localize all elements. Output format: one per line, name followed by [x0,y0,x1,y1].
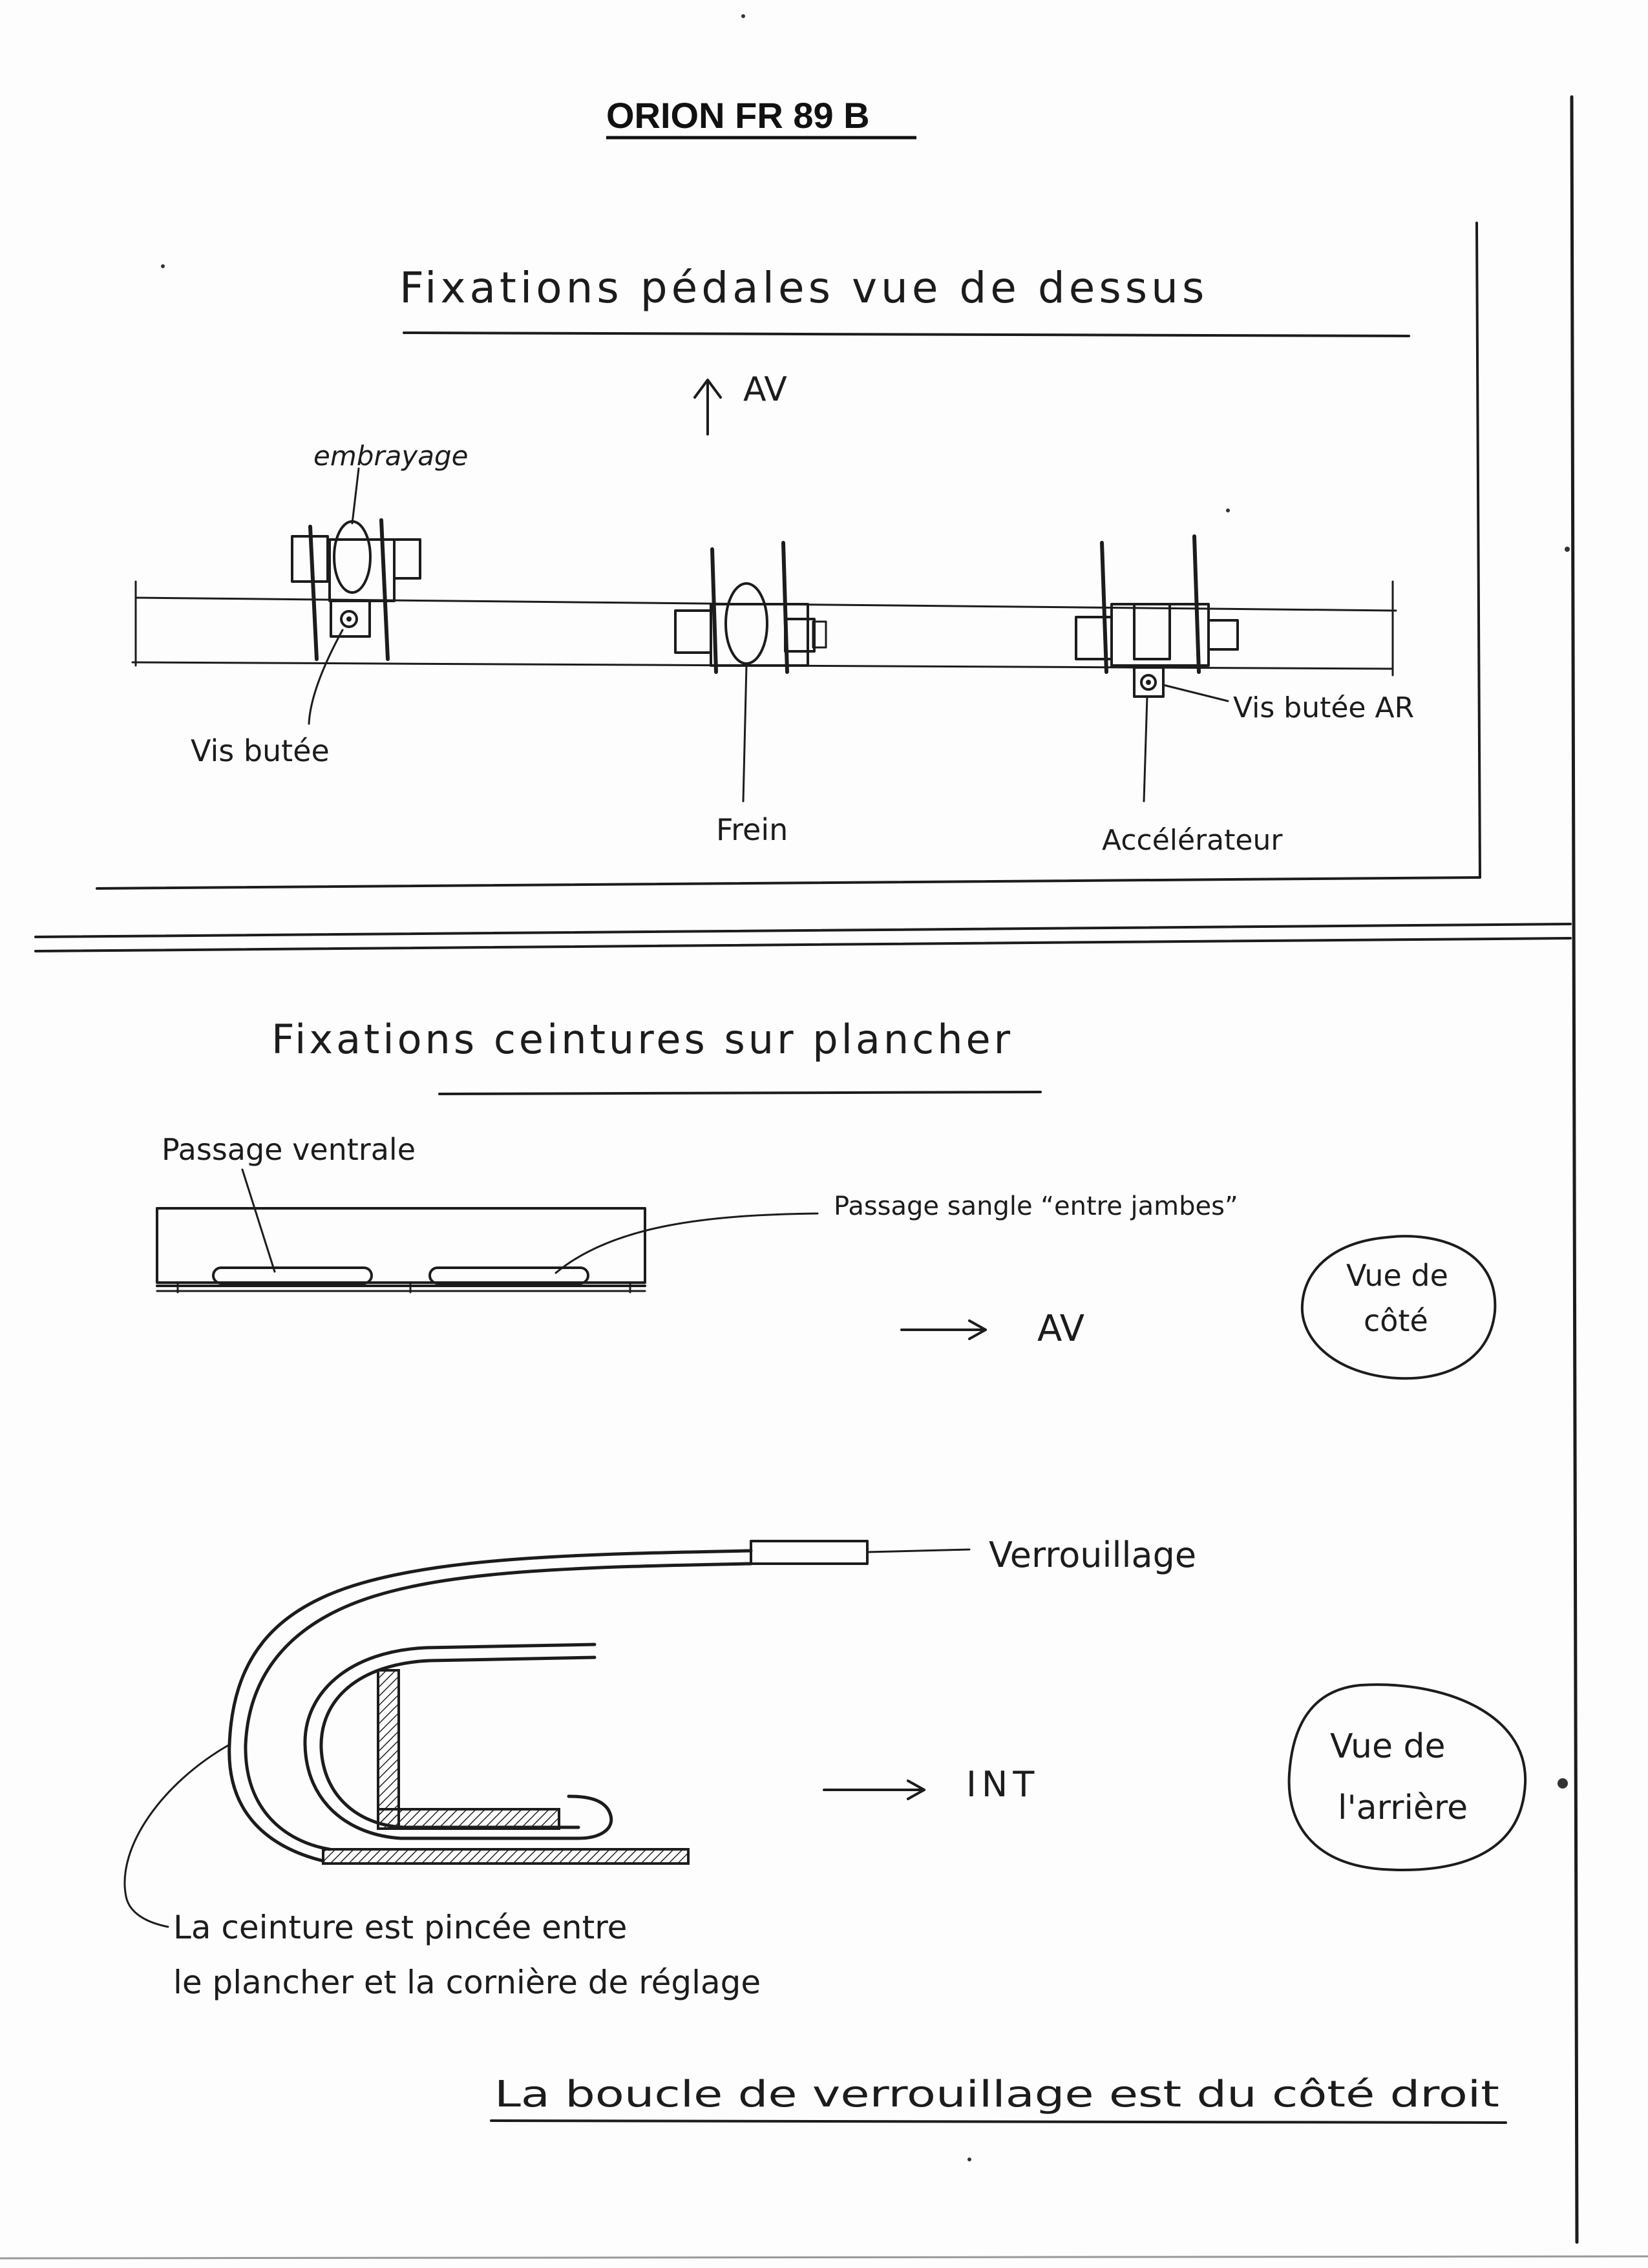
accelerator-leader [1144,697,1147,801]
rear-stop-screw-leader [1163,685,1228,701]
accelerator-pedal [1076,536,1238,697]
brake-pedal [675,543,826,672]
rear-stop-screw-label: Vis butée AR [1233,691,1415,724]
ventral-label: Passage ventrale [162,1132,416,1167]
lock-buckle [751,1541,867,1564]
brake-leader [743,666,746,801]
side-view-diagram [157,1170,818,1292]
section-divider-1 [36,924,1570,937]
strap-slot [430,1268,588,1283]
clutch-leader [352,468,359,523]
rear-view-bubble-line1: Vue de [1330,1727,1446,1766]
belt-loop-inner [321,1657,595,1827]
adjustment-angle-vertical [378,1670,399,1829]
brake-label: Frein [716,812,788,847]
stop-screw-leader [309,630,343,724]
int-label: INT [966,1764,1040,1805]
strap-leader [556,1213,818,1273]
clutch-pedal [292,520,420,659]
belts-title-underline [439,1092,1041,1094]
floor-plate-rear [323,1849,688,1864]
pedals-title: Fixations pédales vue de dessus [399,263,1209,313]
side-view-bubble-line2: côté [1364,1303,1428,1338]
strap-label: Passage sangle “entre jambes” [834,1192,1238,1221]
floor-plate-side [157,1208,645,1283]
side-view-bubble-line1: Vue de [1346,1258,1448,1293]
bottom-edge-line [0,2256,1648,2258]
accelerator-label: Accélérateur [1102,824,1283,857]
av-label-side: AV [1037,1308,1085,1350]
av-label-top: AV [743,370,787,409]
right-margin-line [1572,97,1577,2242]
stop-screw-label: Vis butée [191,733,330,768]
header-title: ORION FR 89 B [606,95,870,136]
footer-note: La boucle de verrouillage est du côté droit [494,2074,1499,2116]
ventral-slot [213,1268,372,1283]
belts-title: Fixations ceintures sur plancher [271,1016,1014,1063]
note-line2: le plancher et la cornière de réglage [173,1964,761,2001]
pedals-panel [97,223,1480,888]
note-leader [125,1745,229,1927]
ventral-leader [242,1170,275,1272]
pedals-panel-frame [97,223,1480,888]
lock-leader [867,1549,969,1552]
rear-view-diagram [125,1541,969,1927]
lock-label: Verrouillage [989,1535,1197,1575]
note-line1: La ceinture est pincée entre [173,1909,628,1946]
rear-view-bubble-line2: l'arrière [1338,1789,1468,1827]
belt-inner-curve [246,1564,751,1849]
footer-note-underline [491,2121,1506,2123]
adjustment-angle-horizontal [378,1809,559,1829]
clutch-label: embrayage [313,440,469,472]
pedals-title-underline [404,333,1409,336]
rear-view-bubble [1289,1685,1526,1870]
section-divider-2 [36,938,1570,951]
